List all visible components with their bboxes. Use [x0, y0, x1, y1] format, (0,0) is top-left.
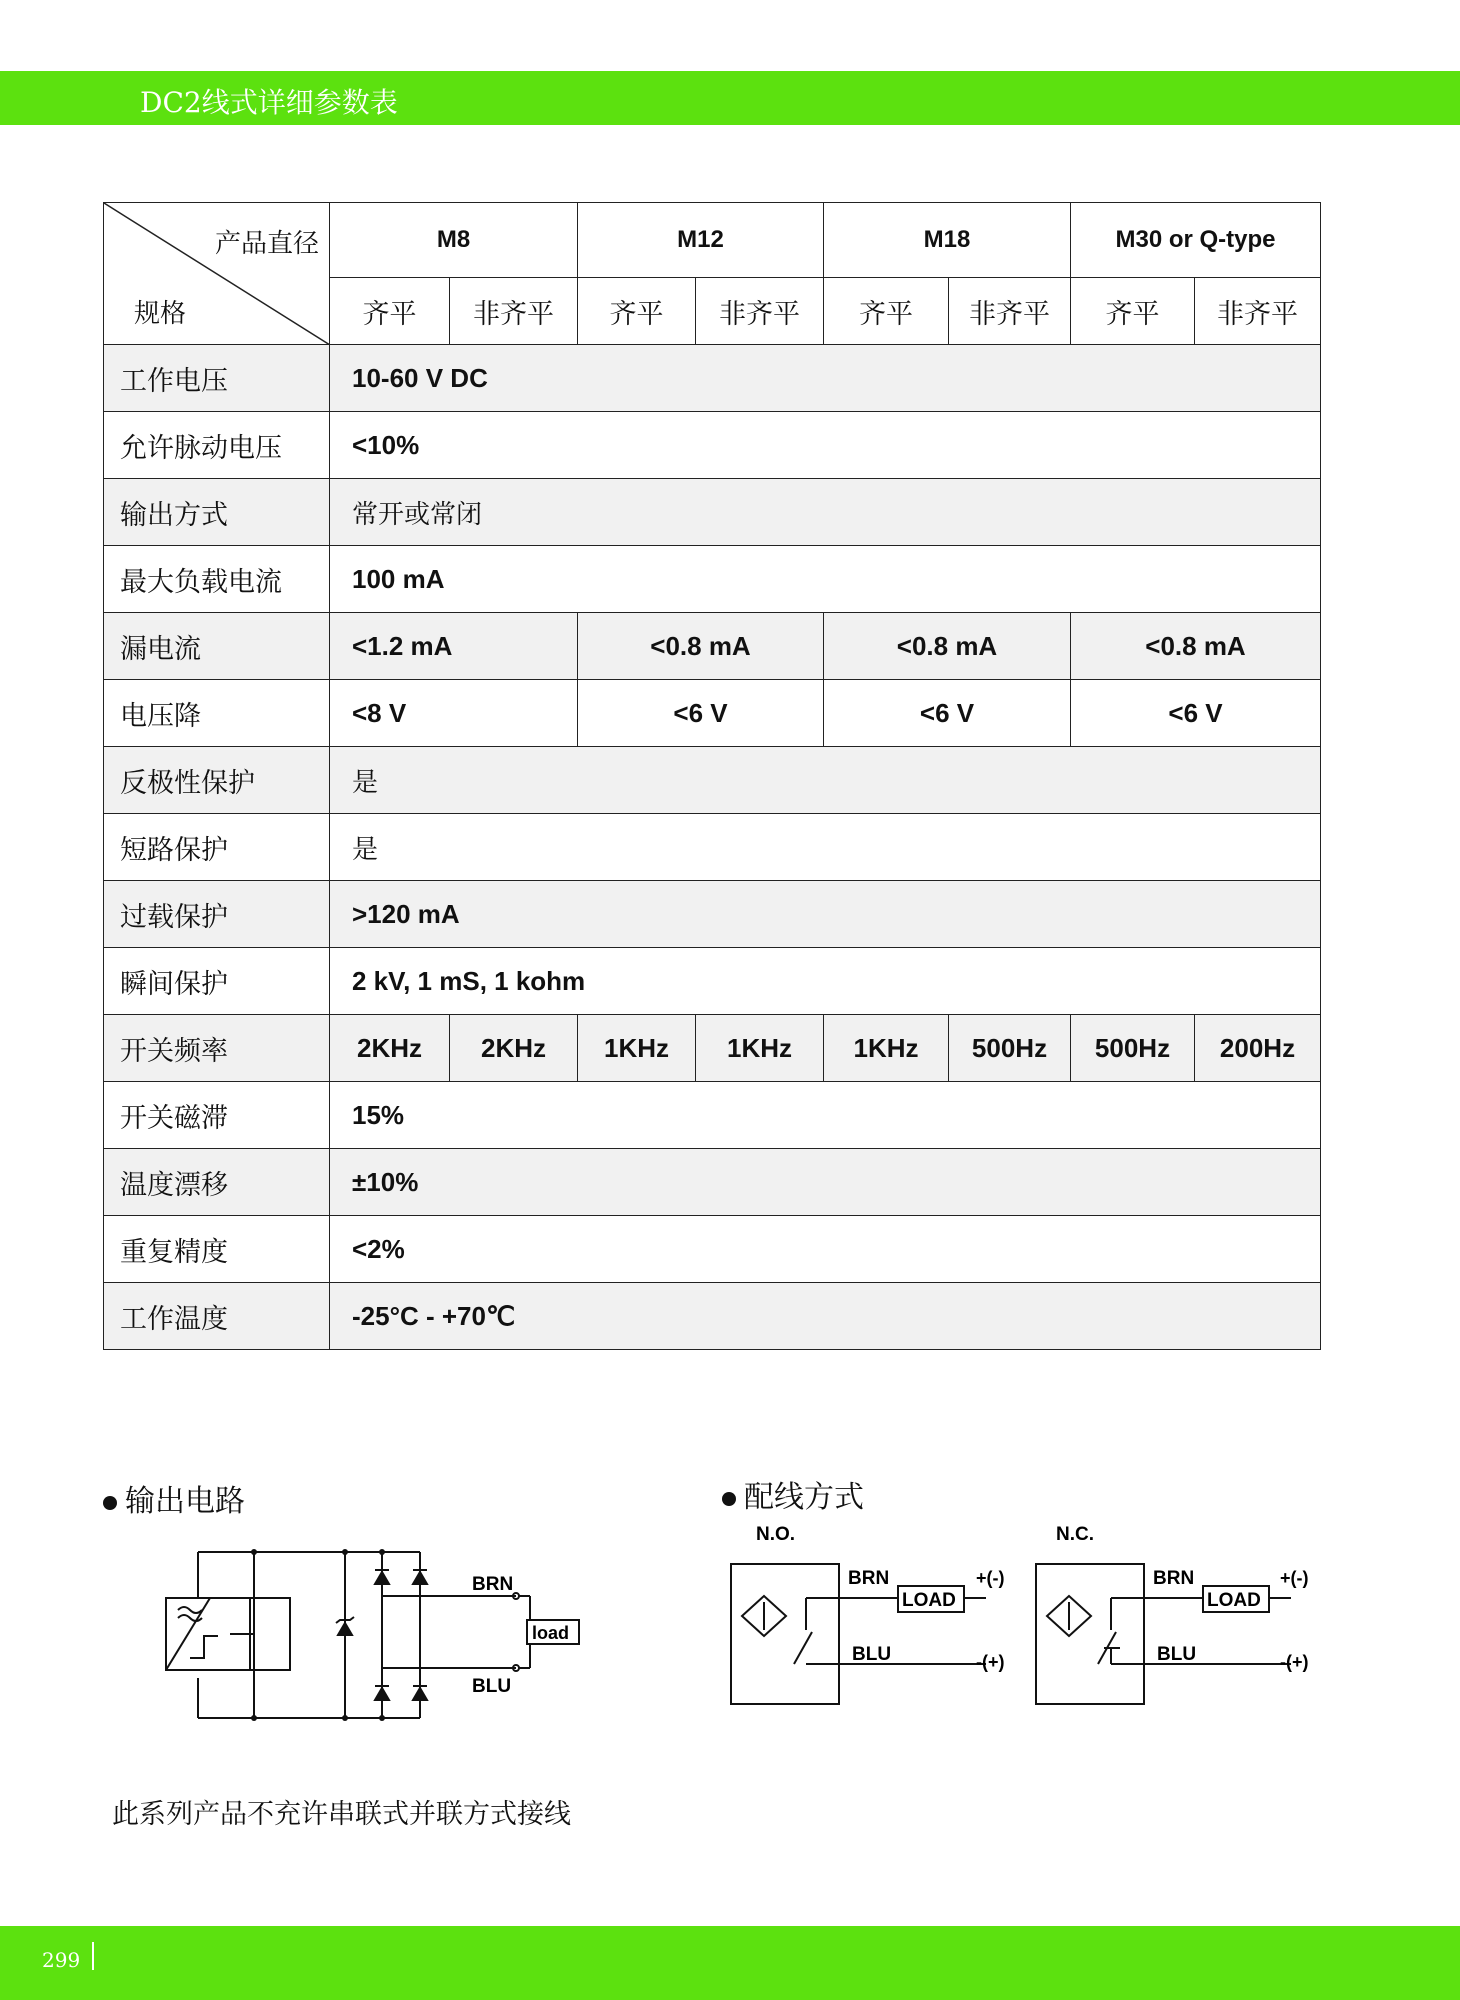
- row-value: 1KHz: [824, 1015, 949, 1082]
- page-title: DC2线式详细参数表: [140, 86, 398, 119]
- row-value: 10-60 V DC: [330, 345, 1321, 412]
- table-row: [104, 546, 1321, 613]
- output-circuit-title-text: 输出电路: [125, 1484, 245, 1519]
- mount-type-header: 齐平: [330, 278, 450, 345]
- row-value: <2%: [330, 1216, 1321, 1283]
- row-value: 100 mA: [330, 546, 1321, 613]
- mount-type-header: 齐平: [578, 278, 696, 345]
- row-label: 最大负载电流: [104, 546, 330, 613]
- row-value: <0.8 mA: [1071, 613, 1321, 680]
- page-number: 299: [42, 1948, 81, 1972]
- bullet-icon: [722, 1492, 736, 1506]
- mount-type-header: 齐平: [824, 278, 949, 345]
- row-value: -25°C - +70℃: [330, 1283, 1321, 1350]
- row-label: 温度漂移: [104, 1149, 330, 1216]
- no-plus-label: +(-): [976, 1568, 1005, 1588]
- row-label: 短路保护: [104, 814, 330, 881]
- nc-blu-label: BLU: [1157, 1644, 1197, 1665]
- no-minus-label: -(+): [976, 1652, 1005, 1672]
- row-value: <0.8 mA: [578, 613, 824, 680]
- nc-brn-label: BRN: [1153, 1568, 1195, 1589]
- row-value: 常开或常闭: [330, 479, 1321, 546]
- diameter-header: M8: [330, 203, 578, 278]
- table-row: [104, 1216, 1321, 1283]
- row-label: 电压降: [104, 680, 330, 747]
- row-label: 允许脉动电压: [104, 412, 330, 479]
- table-row: [104, 613, 1321, 680]
- mount-type-header: 非齐平: [450, 278, 578, 345]
- row-label: 反极性保护: [104, 747, 330, 814]
- table-row: [104, 814, 1321, 881]
- mount-type-header: 非齐平: [696, 278, 824, 345]
- spec-table: [103, 202, 1321, 1350]
- row-value: 2KHz: [450, 1015, 578, 1082]
- wiring-note: 此系列产品不充许串联式并联方式接线: [112, 1799, 571, 1830]
- table-row: [104, 1283, 1321, 1350]
- nc-plus-label: +(-): [1280, 1568, 1309, 1588]
- row-label: 开关频率: [104, 1015, 330, 1082]
- table-row: [104, 747, 1321, 814]
- row-value: 是: [330, 747, 1321, 814]
- wiring-title-text: 配线方式: [744, 1480, 864, 1515]
- nc-load-label: LOAD: [1207, 1590, 1261, 1611]
- output-circuit-title: [103, 1476, 245, 1520]
- footer-divider: [92, 1942, 94, 1970]
- corner-bottom-label: 规格: [134, 299, 187, 329]
- row-label: 工作温度: [104, 1283, 330, 1350]
- diameter-header: M12: [578, 203, 824, 278]
- no-load-label: LOAD: [902, 1590, 956, 1611]
- table-row: [104, 345, 1321, 412]
- wiring-title: [722, 1472, 864, 1516]
- row-value: <6 V: [824, 680, 1071, 747]
- table-row: [104, 412, 1321, 479]
- row-value: <10%: [330, 412, 1321, 479]
- mount-type-header: 非齐平: [1195, 278, 1321, 345]
- row-label: 瞬间保护: [104, 948, 330, 1015]
- table-row: [104, 680, 1321, 747]
- diameter-header: M30 or Q-type: [1071, 203, 1321, 278]
- bullet-icon: [103, 1496, 117, 1510]
- wiring-diagram: [728, 1518, 1328, 1708]
- no-label: N.O.: [756, 1524, 796, 1545]
- row-value: <0.8 mA: [824, 613, 1071, 680]
- row-label: 漏电流: [104, 613, 330, 680]
- row-value: 500Hz: [1071, 1015, 1195, 1082]
- table-row: [104, 1149, 1321, 1216]
- brn-label: BRN: [472, 1574, 514, 1595]
- row-value: <1.2 mA: [330, 613, 578, 680]
- row-value: 500Hz: [949, 1015, 1071, 1082]
- nc-label: N.C.: [1056, 1524, 1094, 1545]
- row-label: 工作电压: [104, 345, 330, 412]
- header-bar: [0, 71, 1460, 125]
- table-row: [104, 881, 1321, 948]
- row-label: 重复精度: [104, 1216, 330, 1283]
- corner-top-label: 产品直径: [214, 229, 319, 259]
- row-value: <6 V: [578, 680, 824, 747]
- row-label: 输出方式: [104, 479, 330, 546]
- table-row: [104, 479, 1321, 546]
- row-label: 过载保护: [104, 881, 330, 948]
- row-value: <6 V: [1071, 680, 1321, 747]
- table-row: [104, 1015, 1321, 1082]
- nc-minus-label: -(+): [1280, 1652, 1309, 1672]
- row-label: 开关磁滞: [104, 1082, 330, 1149]
- load-label: load: [532, 1623, 570, 1643]
- corner-header: [104, 203, 330, 345]
- row-value: 200Hz: [1195, 1015, 1321, 1082]
- row-value: 2KHz: [330, 1015, 450, 1082]
- diameter-header: M18: [824, 203, 1071, 278]
- row-value: 1KHz: [578, 1015, 696, 1082]
- output-circuit-diagram: [160, 1540, 600, 1730]
- row-value: 2 kV, 1 mS, 1 kohm: [330, 948, 1321, 1015]
- row-value: 15%: [330, 1082, 1321, 1149]
- row-value: 1KHz: [696, 1015, 824, 1082]
- row-value: <8 V: [330, 680, 578, 747]
- row-value: 是: [330, 814, 1321, 881]
- table-row: [104, 948, 1321, 1015]
- footer-bar: [0, 1926, 1460, 2000]
- table-row: [104, 1082, 1321, 1149]
- mount-type-header: 非齐平: [949, 278, 1071, 345]
- no-blu-label: BLU: [852, 1644, 892, 1665]
- row-value: >120 mA: [330, 881, 1321, 948]
- mount-type-header: 齐平: [1071, 278, 1195, 345]
- no-brn-label: BRN: [848, 1568, 890, 1589]
- blu-label: BLU: [472, 1676, 512, 1697]
- row-value: ±10%: [330, 1149, 1321, 1216]
